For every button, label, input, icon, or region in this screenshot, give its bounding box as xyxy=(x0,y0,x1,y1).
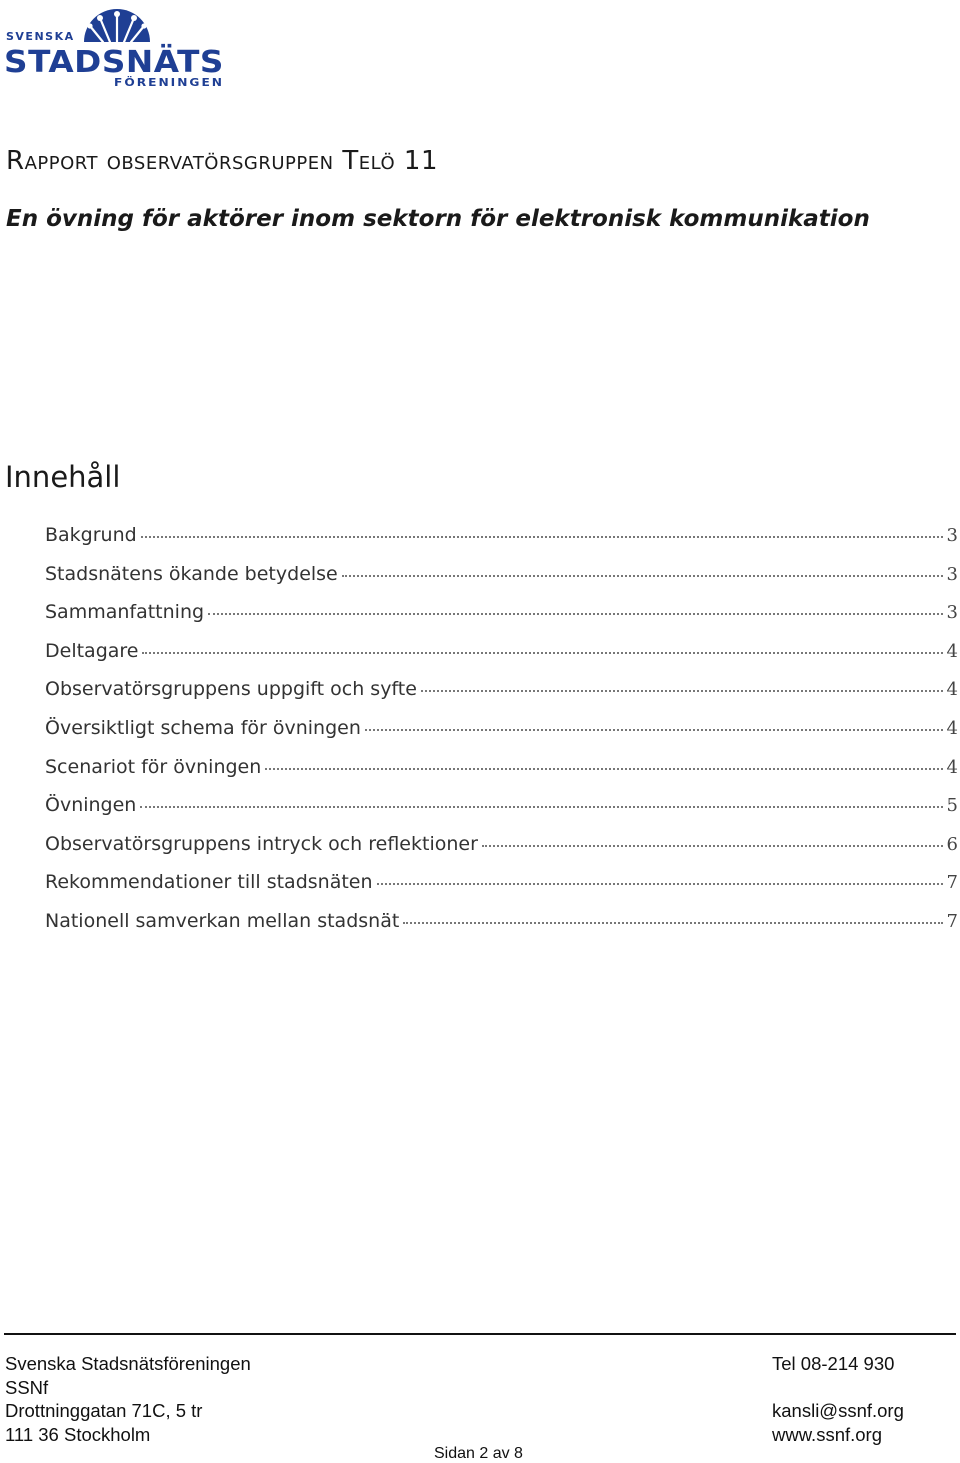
page-number: Sidan 2 av 8 xyxy=(434,1445,523,1462)
logo-emblem-icon xyxy=(84,9,150,42)
toc-leader xyxy=(421,689,943,692)
toc-entry[interactable] xyxy=(45,717,958,756)
toc-leader xyxy=(140,805,942,808)
toc-entry-title: Observatörsgruppens intryck och reflektioner xyxy=(45,832,478,855)
logo-text-main: STADSNÄTS xyxy=(4,45,207,80)
toc-entry-title: Nationell samverkan mellan stadsnät xyxy=(45,909,400,932)
toc-leader xyxy=(208,612,942,615)
toc-entry-title: Deltagare xyxy=(45,639,139,662)
toc-entry-title: Sammanfattning xyxy=(45,601,205,624)
toc-entry-page: 4 xyxy=(946,717,958,739)
toc-heading: Innehåll xyxy=(5,460,121,494)
toc-entry-page: 7 xyxy=(946,910,958,932)
toc-entry-title: Stadsnätens ökande betydelse xyxy=(45,562,338,585)
toc-entry-page: 7 xyxy=(946,872,958,894)
footer-org-abbr: SSNf xyxy=(5,1376,49,1398)
footer-divider xyxy=(4,1333,956,1335)
logo xyxy=(4,2,226,88)
toc-entry-page: 6 xyxy=(946,833,958,855)
toc-entry[interactable] xyxy=(45,678,958,717)
logo-text-top: SVENSKA xyxy=(6,30,75,43)
toc-entry-title: Scenariot för övningen xyxy=(45,755,262,778)
toc-entry-page: 3 xyxy=(946,525,958,546)
toc-entry[interactable] xyxy=(45,601,958,640)
toc-entry-page: 3 xyxy=(946,602,958,624)
toc-leader xyxy=(142,651,942,654)
footer-org-name: Svenska Stadsnätsföreningen xyxy=(5,1353,251,1374)
footer-email-link[interactable]: kansli@ssnf.org xyxy=(772,1400,904,1421)
footer-web-link[interactable]: www.ssnf.org xyxy=(772,1423,883,1445)
toc-leader xyxy=(482,844,943,847)
toc-entry-title: Övningen xyxy=(45,794,137,817)
toc-leader xyxy=(141,535,943,538)
report-subtitle: En övning för aktörer inom sektorn för elektronisk kommunikation xyxy=(6,206,870,232)
toc-leader xyxy=(377,882,943,885)
table-of-contents xyxy=(45,524,958,949)
toc-leader xyxy=(342,574,943,577)
logo-text-bottom: FÖRENINGEN xyxy=(114,76,214,88)
toc-entry-title: Bakgrund xyxy=(45,524,137,546)
toc-entry[interactable] xyxy=(45,794,958,833)
toc-leader xyxy=(265,767,942,770)
toc-entry-title: Översiktligt schema för övningen xyxy=(45,716,361,739)
toc-entry[interactable] xyxy=(45,640,958,679)
toc-entry-title: Observatörsgruppens uppgift och syfte xyxy=(45,678,417,701)
toc-entry[interactable] xyxy=(45,833,958,872)
toc-entry[interactable] xyxy=(45,524,958,563)
footer-city: 111 36 Stockholm xyxy=(5,1423,151,1445)
toc-entry[interactable] xyxy=(45,871,958,910)
toc-entry-page: 4 xyxy=(946,756,958,778)
toc-entry-page: 3 xyxy=(946,563,958,585)
toc-entry-page: 4 xyxy=(946,679,958,701)
toc-leader xyxy=(365,728,943,731)
report-title: Rapport observatörsgruppen Telö 11 xyxy=(6,146,439,176)
toc-leader xyxy=(403,921,942,924)
footer-phone: Tel 08-214 930 xyxy=(772,1353,895,1374)
toc-entry[interactable] xyxy=(45,563,958,602)
footer-spacer xyxy=(772,1376,904,1400)
toc-entry[interactable] xyxy=(45,756,958,795)
toc-entry[interactable] xyxy=(45,910,958,949)
toc-entry-page: 5 xyxy=(946,795,958,817)
footer-address xyxy=(5,1352,251,1446)
toc-entry-page: 4 xyxy=(946,640,958,662)
footer-contact xyxy=(772,1352,904,1446)
footer-street: Drottninggatan 71C, 5 tr xyxy=(5,1400,203,1421)
toc-entry-title: Rekommendationer till stadsnäten xyxy=(45,871,373,894)
